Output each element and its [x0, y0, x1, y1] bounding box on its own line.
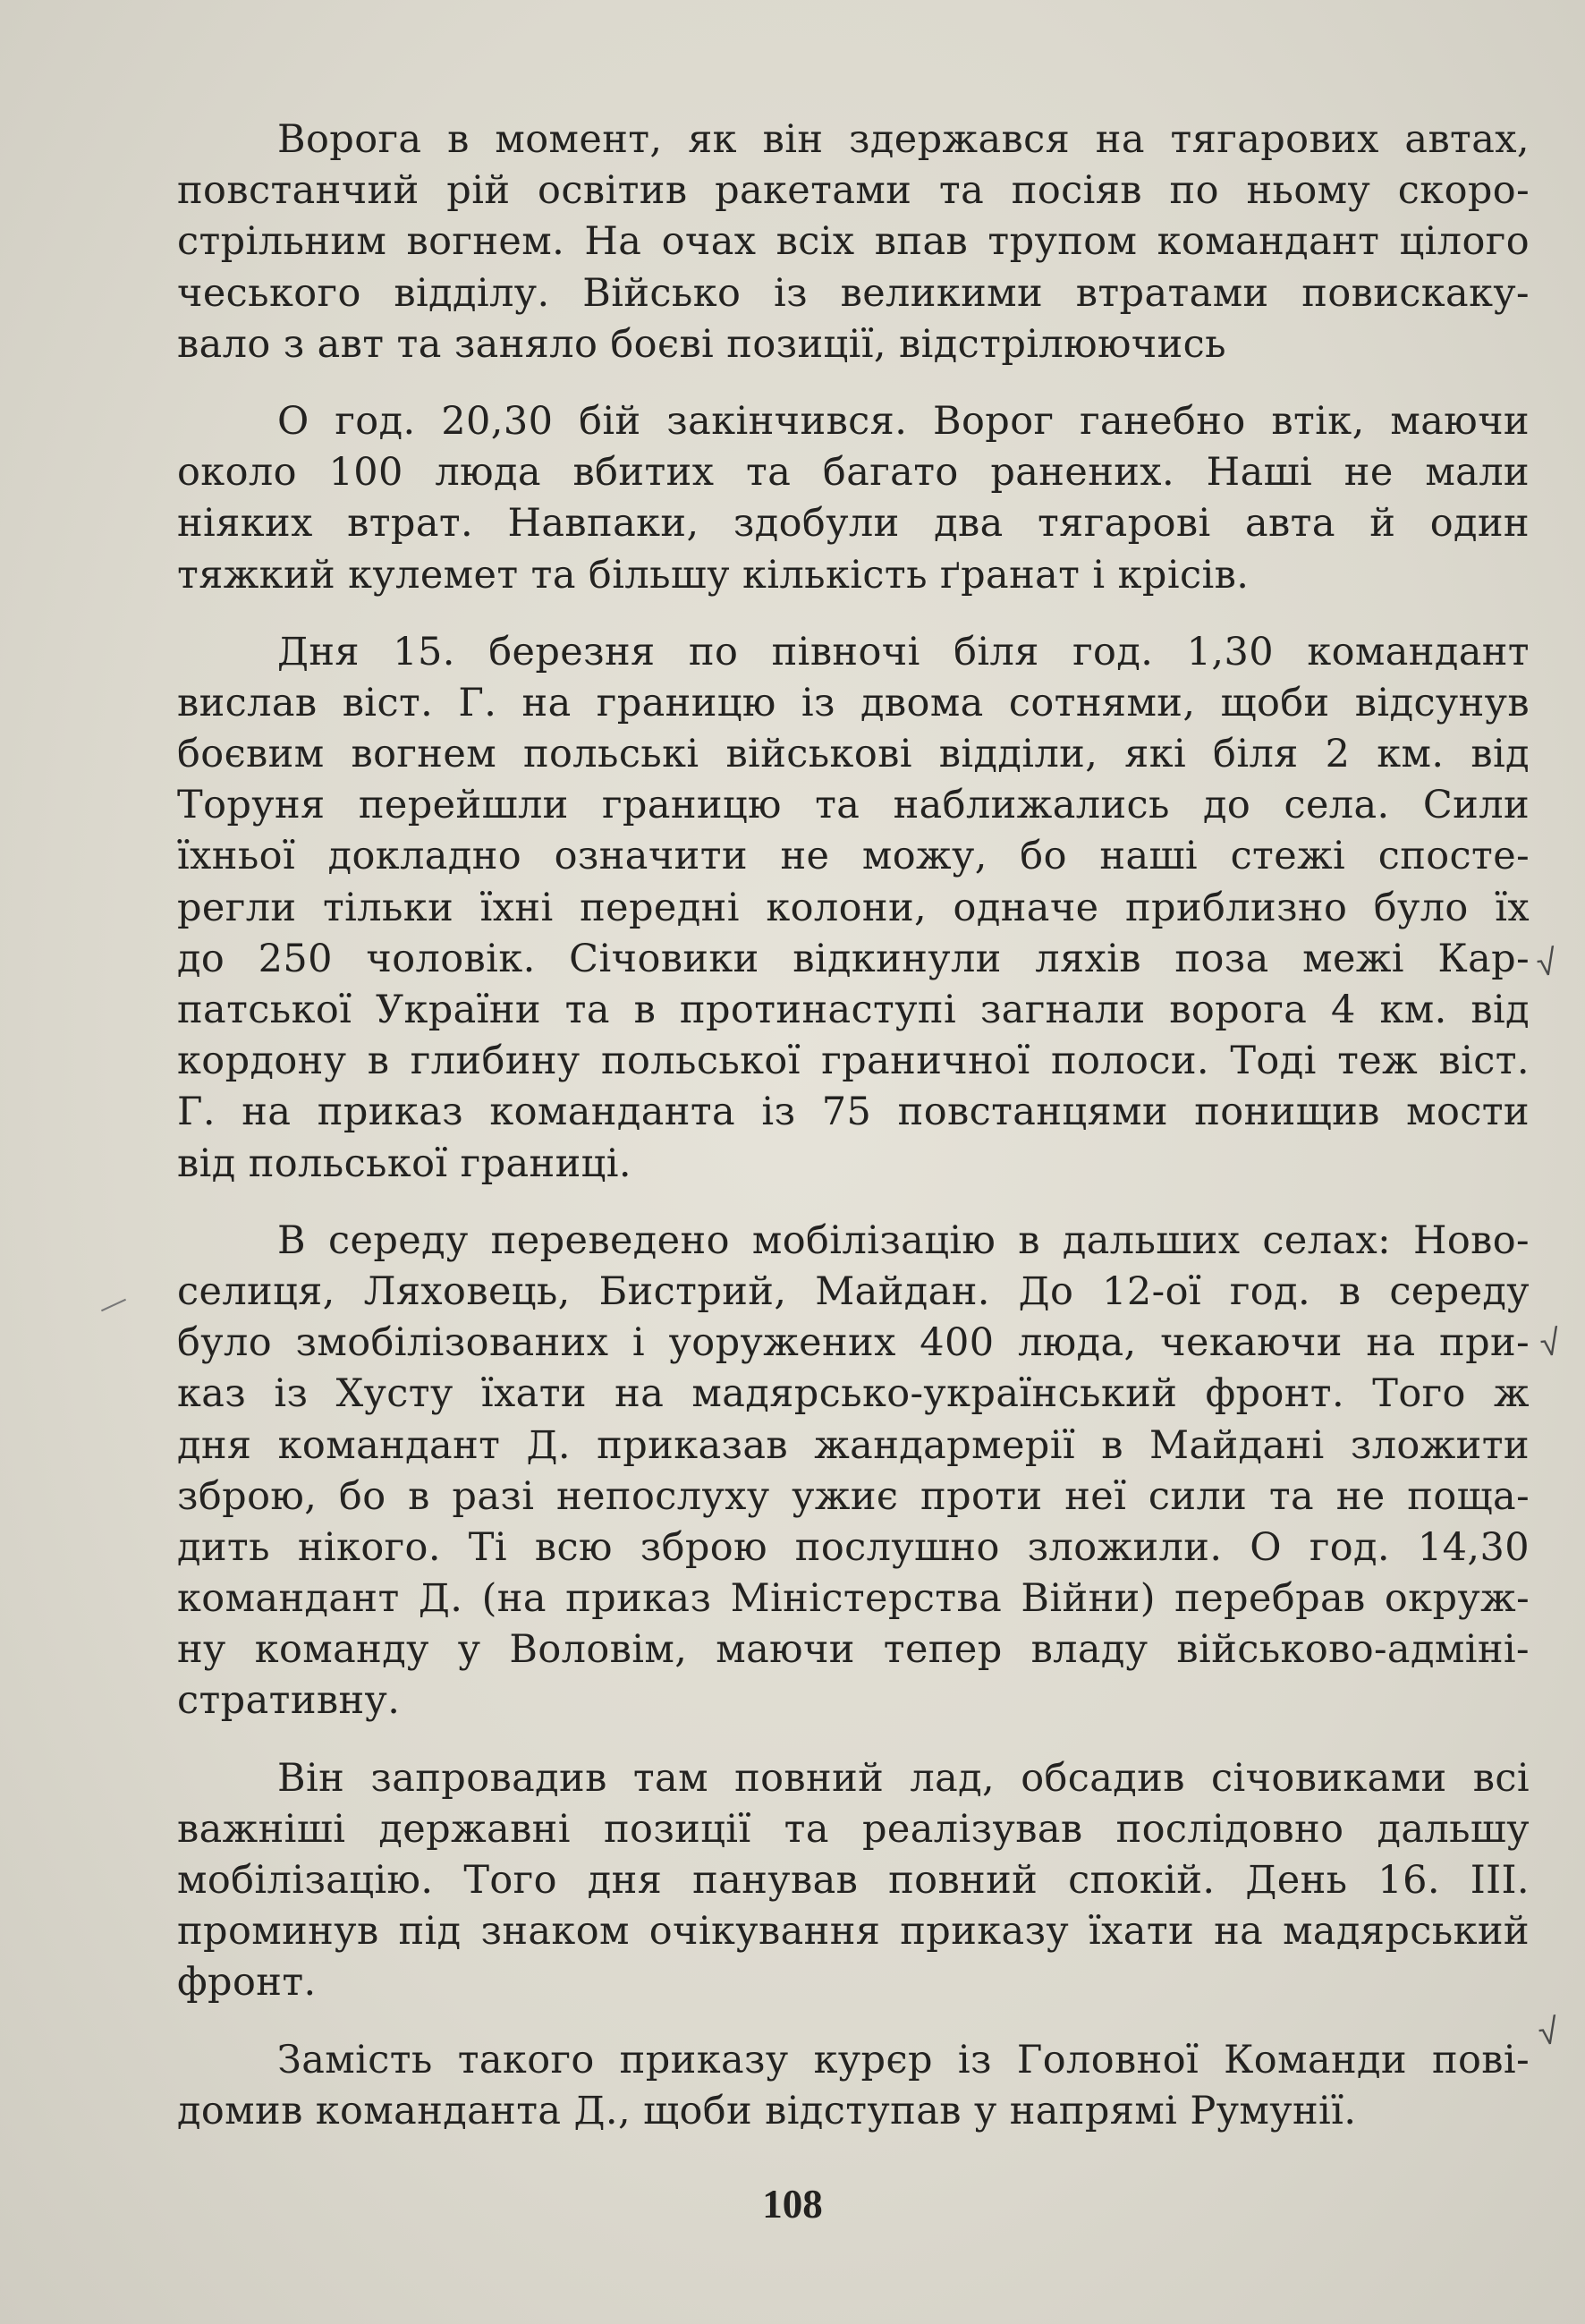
text-line: регли тільки їхні передні колони, одначе приблизно було їх	[177, 885, 1530, 930]
text-line: каз із Хусту їхати на мадярсько-український фронт. Того ж	[177, 1371, 1530, 1417]
text-line: вислав віст. Г. на границю із двома сотнями, щоби відсунув	[177, 680, 1530, 725]
text-line: домив команданта Д., щоби відступав у напрямі Румунії.	[177, 2088, 1357, 2133]
text-line: повстанчий рій освітив ракетами та посіяв по ньому скоро-	[177, 168, 1530, 214]
text-line: стративну.	[177, 1678, 401, 1724]
text-line: ну команду у Воловім, маючи тепер владу військово-адміні-	[177, 1627, 1530, 1673]
text-line: О год. 20,30 бій закінчився. Ворог ганебно втік, маючи	[277, 398, 1530, 444]
text-line: боєвим вогнем польські військові відділи, які біля 2 км. від	[177, 732, 1530, 777]
text-line: було змобілізованих і уоружених 400 люда, чекаючи на при-	[177, 1320, 1530, 1366]
text-line: до 250 чоловік. Січовики відкинули ляхів поза межі Кар-	[177, 936, 1530, 981]
text-line: зброю, бо в разі непослуху ужиє проти неї сили та не поща-	[177, 1473, 1530, 1519]
text-line: кордону в глибину польської граничної полоси. Тоді теж віст.	[177, 1039, 1530, 1084]
text-line: дня командант Д. приказав жандармерії в Майдані зложити	[177, 1422, 1530, 1468]
text-line: стрільним вогнем. На очах всіх впав трупом командант цілого	[177, 219, 1530, 265]
checkmark-icon: √	[1535, 2011, 1561, 2054]
text-line: командант Д. (на приказ Міністерства Війни) перебрав окруж-	[177, 1576, 1530, 1622]
body-text	[177, 115, 1530, 2163]
paragraph-2	[177, 396, 1530, 601]
text-line: Торуня перейшли границю та наближались до села. Сили	[177, 783, 1530, 828]
text-line: вало з авт та заняло боєві позиції, відстрілюючись	[177, 321, 1226, 367]
text-line: дить нікого. Ті всю зброю послушно зложили. О год. 14,30	[177, 1524, 1530, 1570]
text-line: ніяких втрат. Навпаки, здобули два тягарові авта й один	[177, 501, 1530, 547]
text-line: важніші державні позиції та реалізував послідовно дальшу	[177, 1806, 1530, 1852]
text-line: чеського відділу. Військо із великими втратами повискаку-	[177, 270, 1530, 316]
checkmark-icon: √	[1537, 1322, 1563, 1365]
paragraph-1	[177, 115, 1530, 370]
text-line: В середу переведено мобілізацію в дальших селах: Ново-	[277, 1217, 1530, 1263]
text-line: від польської границі.	[177, 1141, 631, 1186]
pencil-mark	[101, 1299, 126, 1311]
text-line: Дня 15. березня по півночі біля год. 1,30 командант	[277, 629, 1530, 674]
text-line: мобілізацію. Того дня панував повний спокій. День 16. III.	[177, 1858, 1530, 1903]
text-line: Замість такого приказу курєр із Головної Команди пові-	[277, 2037, 1530, 2082]
text-line: проминув під знаком очікування приказу їхати на мадярський	[177, 1909, 1530, 1955]
text-line: патської України та в протинаступі загнали ворога 4 км. від	[177, 988, 1530, 1032]
paragraph-6	[177, 2035, 1530, 2137]
page-number: 108	[762, 2182, 823, 2226]
checkmark-icon: √	[1533, 942, 1559, 985]
text-line: Ворога в момент, як він здержався на тягарових автах,	[277, 117, 1530, 162]
text-line: Г. на приказ команданта із 75 повстанцями понищив мости	[177, 1090, 1530, 1135]
text-line: селиця, Ляховець, Бистрий, Майдан. До 12-ої год. в середу	[177, 1268, 1530, 1314]
text-line: фронт.	[177, 1960, 317, 2006]
text-line: тяжкий кулемет та більшу кількість ґранат і крісів.	[177, 552, 1250, 598]
text-line: їхньої докладно означити не можу, бо наші стежі спосте-	[177, 834, 1530, 879]
text-line: около 100 люда вбитих та багато ранених. Наші не мали	[177, 450, 1530, 496]
paragraph-3	[177, 627, 1530, 1190]
paragraph-5	[177, 1753, 1530, 2009]
paragraph-4	[177, 1216, 1530, 1727]
text-line: Він запровадив там повний лад, обсадив січовиками всі	[277, 1755, 1530, 1801]
